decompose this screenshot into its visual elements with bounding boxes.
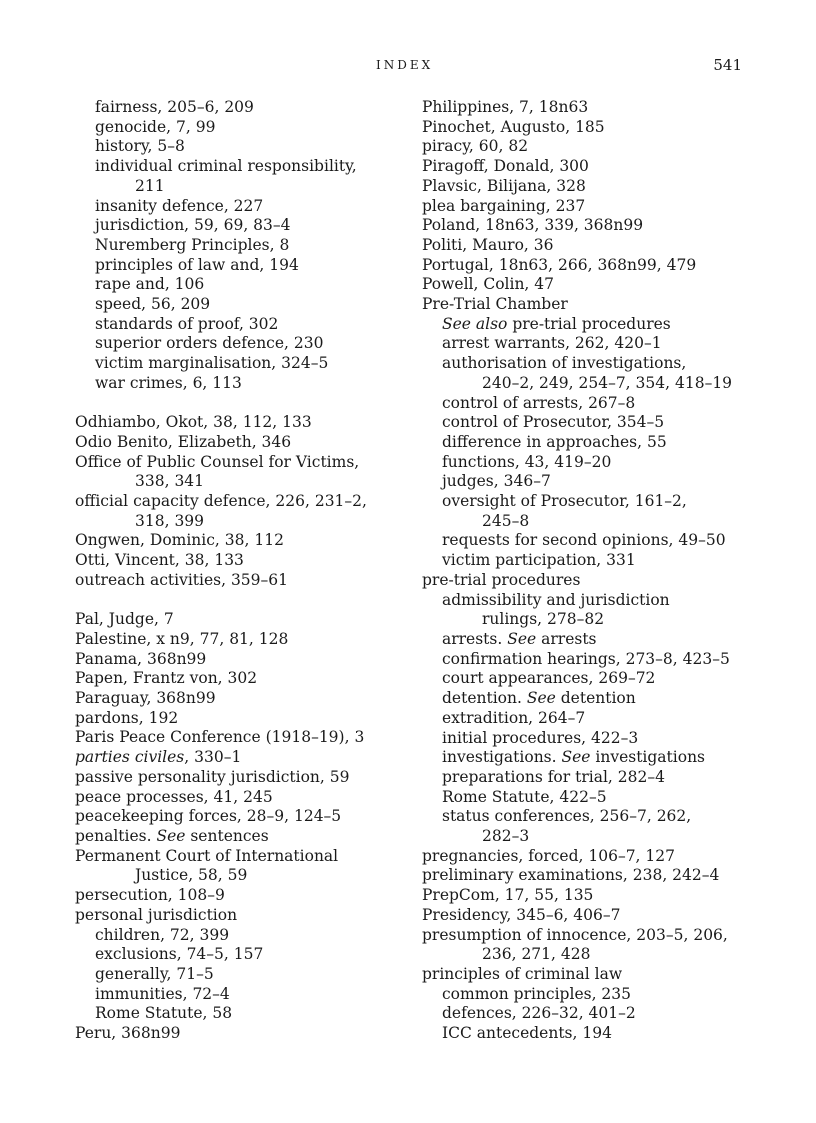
entry-text: 318, 399	[135, 511, 205, 530]
entry-text: Rome Statute, 58	[95, 1004, 233, 1023]
index-subentry	[422, 788, 762, 808]
index-entry	[75, 669, 411, 689]
index-entry	[75, 847, 411, 867]
entry-text: genocide, 7, 99	[95, 117, 216, 136]
index-subentry	[75, 98, 411, 118]
index-entry	[75, 433, 411, 453]
index-entry	[422, 236, 762, 256]
entry-text: peacekeeping forces, 28–9, 124–5	[75, 807, 342, 826]
entry-text: extradition, 264–7	[442, 708, 586, 727]
entry-text: Otti, Vincent, 38, 133	[75, 551, 244, 570]
entry-text: control of arrests, 267–8	[442, 393, 636, 412]
index-entry	[75, 827, 411, 847]
entry-text: Paris Peace Conference (1918–19), 3	[75, 728, 365, 747]
entry-text: control of Prosecutor, 354–5	[442, 413, 665, 432]
index-entry	[422, 256, 762, 276]
entry-text: victim marginalisation, 324–5	[95, 354, 329, 373]
entry-text: authorisation of investigations,	[442, 354, 687, 373]
index-subentry	[75, 315, 411, 335]
cross-reference-target: sentences	[185, 826, 269, 845]
entry-text: exclusions, 74–5, 157	[95, 945, 264, 964]
index-subentry	[422, 394, 762, 414]
entry-text: confirmation hearings, 273–8, 423–5	[442, 649, 730, 668]
entry-text: 245–8	[482, 511, 530, 530]
index-entry	[422, 571, 762, 591]
index-entry	[75, 492, 411, 512]
index-subentry	[422, 768, 762, 788]
index-subentry	[75, 926, 411, 946]
entry-text: immunities, 72–4	[95, 984, 230, 1003]
entry-text: Plavsic, Bilijana, 328	[422, 176, 586, 195]
section-gap	[75, 591, 411, 611]
section-gap	[75, 394, 411, 414]
index-entry	[422, 197, 762, 217]
entry-text: Permanent Court of International	[75, 846, 339, 865]
entry-text: oversight of Prosecutor, 161–2,	[442, 492, 687, 511]
index-continuation	[75, 177, 411, 197]
entry-text: piracy, 60, 82	[422, 137, 529, 156]
entry-text: Philippines, 7, 18n63	[422, 98, 589, 116]
entry-text: pre-trial procedures	[507, 314, 671, 333]
index-entry	[75, 551, 411, 571]
entry-text: Portugal, 18n63, 266, 368n99, 479	[422, 255, 697, 274]
entry-text: persecution, 108–9	[75, 886, 225, 905]
index-subentry	[75, 1004, 411, 1024]
index-entry	[75, 728, 411, 748]
index-subentry	[422, 630, 762, 650]
index-subentry	[75, 374, 411, 394]
index-entry	[75, 610, 411, 630]
entry-text: Odio Benito, Elizabeth, 346	[75, 432, 292, 451]
entry-text: Ongwen, Dominic, 38, 112	[75, 531, 284, 550]
entry-text: Presidency, 345–6, 406–7	[422, 905, 621, 924]
index-entry	[75, 630, 411, 650]
entry-text: passive personality jurisdiction, 59	[75, 767, 350, 786]
index-entry	[75, 531, 411, 551]
index-subentry	[422, 1004, 762, 1024]
index-subentry	[75, 334, 411, 354]
index-subentry	[422, 1024, 762, 1044]
index-entry	[422, 216, 762, 236]
entry-text: common principles, 235	[442, 984, 632, 1003]
entry-text: personal jurisdiction	[75, 905, 238, 924]
entry-text: requests for second opinions, 49–50	[442, 531, 726, 550]
entry-text: Politi, Mauro, 36	[422, 235, 554, 254]
entry-text: insanity defence, 227	[95, 196, 264, 215]
index-subentry	[75, 354, 411, 374]
entry-text: defences, 226–32, 401–2	[442, 1004, 636, 1023]
entry-text: individual criminal responsibility,	[95, 157, 357, 176]
running-head: INDEX	[376, 58, 434, 72]
italic-text: See also	[442, 314, 508, 333]
entry-text: children, 72, 399	[95, 925, 230, 944]
entry-text: court appearances, 269–72	[442, 669, 656, 688]
index-subentry	[422, 551, 762, 571]
entry-text: Pal, Judge, 7	[75, 610, 174, 629]
entry-text: preliminary examinations, 238, 242–4	[422, 866, 720, 885]
index-entry	[422, 886, 762, 906]
entry-text: 211	[135, 176, 165, 195]
index-subentry	[422, 492, 762, 512]
entry-text: Panama, 368n99	[75, 649, 207, 668]
index-subentry	[422, 334, 762, 354]
index-column-right	[422, 98, 762, 1044]
index-continuation	[422, 374, 762, 394]
index-subentry	[75, 118, 411, 138]
entry-text: official capacity defence, 226, 231–2,	[75, 492, 367, 511]
entry-text: victim participation, 331	[442, 551, 636, 570]
entry-text: peace processes, 41, 245	[75, 787, 273, 806]
index-entry	[75, 413, 411, 433]
cross-reference-see: See	[507, 629, 537, 648]
entry-text: Pre-Trial Chamber	[422, 295, 568, 314]
index-subentry	[75, 197, 411, 217]
entry-text: 240–2, 249, 254–7, 354, 418–19	[482, 373, 733, 392]
index-subentry	[422, 354, 762, 374]
entry-text: principles of criminal law	[422, 964, 623, 983]
entry-text: Peru, 368n99	[75, 1024, 181, 1043]
italic-text: parties civiles	[75, 748, 185, 767]
index-entry	[75, 886, 411, 906]
entry-text: plea bargaining, 237	[422, 196, 586, 215]
entry-text: initial procedures, 422–3	[442, 728, 639, 747]
index-subentry	[422, 689, 762, 709]
index-entry	[422, 118, 762, 138]
entry-text: Rome Statute, 422–5	[442, 787, 607, 806]
index-subentry	[75, 157, 411, 177]
entry-text: status conferences, 256–7, 262,	[442, 807, 692, 826]
index-entry	[75, 768, 411, 788]
entry-text: investigations.	[442, 748, 562, 767]
cross-reference-see: See	[561, 748, 591, 767]
entry-text: Powell, Colin, 47	[422, 275, 555, 294]
entry-text: outreach activities, 359–61	[75, 570, 289, 589]
index-entry	[422, 847, 762, 867]
index-entry	[75, 788, 411, 808]
entry-text: functions, 43, 419–20	[442, 452, 612, 471]
entry-text: pregnancies, forced, 106–7, 127	[422, 846, 675, 865]
cross-reference-target: arrests	[536, 629, 597, 648]
index-continuation	[422, 827, 762, 847]
index-subentry	[422, 709, 762, 729]
entry-text: , 330–1	[184, 748, 242, 767]
index-subentry	[75, 137, 411, 157]
entry-text: judges, 346–7	[442, 472, 551, 491]
index-continuation	[422, 945, 762, 965]
cross-reference-target: investigations	[590, 748, 706, 767]
index-entry	[75, 1024, 411, 1044]
entry-text: 338, 341	[135, 472, 205, 491]
index-entry	[422, 866, 762, 886]
entry-text: Piragoff, Donald, 300	[422, 157, 589, 176]
entry-text: Nuremberg Principles, 8	[95, 235, 290, 254]
entry-text: arrest warrants, 262, 420–1	[442, 334, 662, 353]
entry-text: detention.	[442, 689, 527, 708]
index-entry	[422, 157, 762, 177]
index-subentry	[422, 591, 762, 611]
cross-reference-see: See	[526, 689, 556, 708]
entry-text: Poland, 18n63, 339, 368n99	[422, 216, 644, 235]
index-entry	[75, 748, 411, 768]
index-entry	[422, 906, 762, 926]
page-number: 541	[713, 56, 742, 74]
entry-text: fairness, 205–6, 209	[95, 98, 254, 116]
index-entry	[75, 689, 411, 709]
entry-text: pardons, 192	[75, 708, 179, 727]
index-continuation	[75, 512, 411, 532]
entry-text: principles of law and, 194	[95, 255, 299, 274]
entry-text: rulings, 278–82	[482, 610, 605, 629]
entry-text: Papen, Frantz von, 302	[75, 669, 258, 688]
index-subentry	[422, 669, 762, 689]
index-subentry	[422, 807, 762, 827]
cross-reference-see: See	[156, 826, 186, 845]
entry-text: Odhiambo, Okot, 38, 112, 133	[75, 413, 312, 432]
index-subentry	[422, 985, 762, 1005]
index-entry	[75, 709, 411, 729]
entry-text: ICC antecedents, 194	[442, 1024, 612, 1043]
index-continuation	[422, 512, 762, 532]
index-subentry	[422, 472, 762, 492]
index-column-left	[75, 98, 411, 1044]
cross-reference-target: detention	[555, 689, 636, 708]
index-subentry	[75, 256, 411, 276]
index-entry	[422, 295, 762, 315]
entry-text: history, 5–8	[95, 137, 185, 156]
entry-text: generally, 71–5	[95, 964, 214, 983]
index-entry	[75, 650, 411, 670]
index-entry	[422, 98, 762, 118]
index-subentry	[75, 945, 411, 965]
index-entry	[422, 965, 762, 985]
index-subentry	[422, 729, 762, 749]
index-entry	[75, 453, 411, 473]
index-entry	[75, 571, 411, 591]
entry-text: Pinochet, Augusto, 185	[422, 117, 605, 136]
entry-text: difference in approaches, 55	[442, 432, 667, 451]
index-subentry	[422, 650, 762, 670]
entry-text: penalties.	[75, 826, 157, 845]
entry-text: 282–3	[482, 827, 530, 846]
index-entry	[75, 906, 411, 926]
index-subentry	[422, 413, 762, 433]
index-subentry	[75, 965, 411, 985]
entry-text: rape and, 106	[95, 275, 205, 294]
index-subentry	[422, 531, 762, 551]
index-subentry	[422, 748, 762, 768]
entry-text: jurisdiction, 59, 69, 83–4	[95, 216, 291, 235]
index-subentry	[75, 216, 411, 236]
entry-text: PrepCom, 17, 55, 135	[422, 886, 594, 905]
index-subentry	[75, 985, 411, 1005]
index-entry	[422, 137, 762, 157]
index-subentry	[75, 275, 411, 295]
index-entry	[422, 177, 762, 197]
entry-text: war crimes, 6, 113	[95, 373, 242, 392]
entry-text: Paraguay, 368n99	[75, 689, 216, 708]
entry-text: Justice, 58, 59	[135, 866, 248, 885]
index-subentry	[422, 453, 762, 473]
index-continuation	[422, 610, 762, 630]
index-entry	[75, 807, 411, 827]
entry-text: superior orders defence, 230	[95, 334, 324, 353]
entry-text: 236, 271, 428	[482, 945, 591, 964]
index-subentry	[422, 433, 762, 453]
entry-text: presumption of innocence, 203–5, 206,	[422, 925, 728, 944]
index-subentry	[75, 236, 411, 256]
entry-text: arrests.	[442, 629, 508, 648]
index-subentry	[422, 315, 762, 335]
entry-text: admissibility and jurisdiction	[442, 590, 670, 609]
entry-text: Office of Public Counsel for Victims,	[75, 452, 360, 471]
index-continuation	[75, 472, 411, 492]
entry-text: standards of proof, 302	[95, 314, 279, 333]
index-continuation	[75, 866, 411, 886]
index-entry	[422, 926, 762, 946]
entry-text: Palestine, x n9, 77, 81, 128	[75, 629, 289, 648]
entry-text: pre-trial procedures	[422, 570, 581, 589]
index-entry	[422, 275, 762, 295]
index-subentry	[75, 295, 411, 315]
entry-text: speed, 56, 209	[95, 295, 211, 314]
entry-text: preparations for trial, 282–4	[442, 767, 665, 786]
